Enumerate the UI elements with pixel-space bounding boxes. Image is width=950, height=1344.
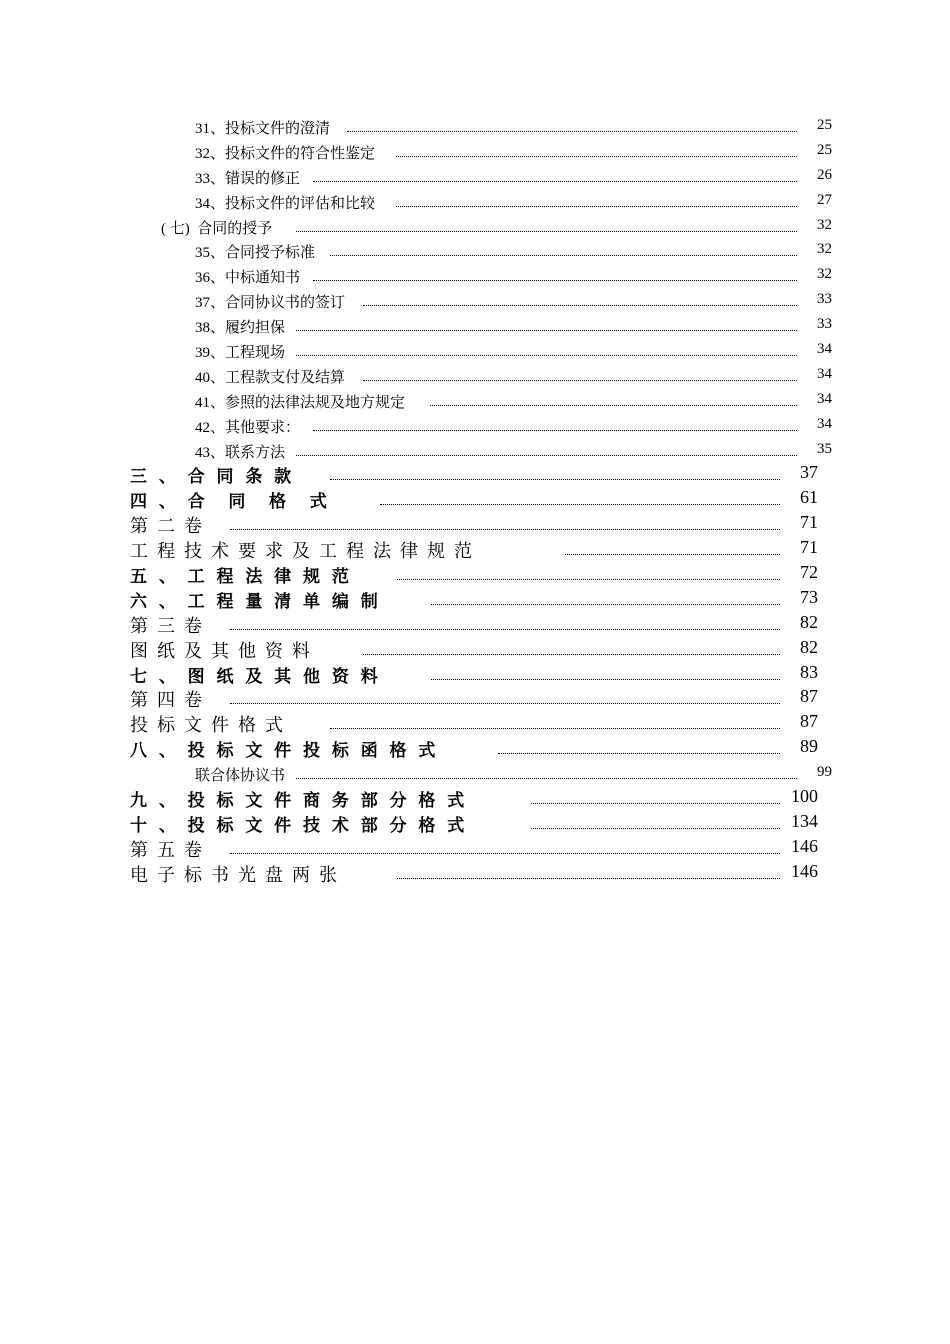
dot-leader — [296, 330, 797, 331]
toc-entry[interactable] — [0, 237, 950, 262]
toc-entry[interactable] — [0, 337, 950, 362]
toc-entry-page: 27 — [817, 191, 832, 208]
dot-leader — [396, 156, 797, 157]
toc-entry[interactable] — [0, 785, 950, 810]
toc-entry-title: 36、中标通知书 — [195, 270, 301, 287]
toc-entry-page: 32 — [817, 241, 832, 258]
dot-leader — [313, 280, 797, 281]
toc-entry[interactable] — [0, 810, 950, 835]
toc-entry[interactable] — [0, 138, 950, 163]
dot-leader — [397, 878, 780, 879]
toc-entry-title: 第 三 卷 — [130, 615, 202, 636]
toc-entry-title: 38、履约担保 — [195, 320, 286, 337]
toc-entry-page: 35 — [817, 440, 832, 457]
toc-entry-title: 37、合同协议书的签订 — [195, 295, 346, 312]
toc-entry-page: 37 — [800, 462, 818, 483]
toc-entry-title: 工 程 技 术 要 求 及 工 程 法 律 规 范 — [130, 541, 472, 562]
toc-entry[interactable] — [0, 213, 950, 238]
toc-entry-page: 73 — [800, 586, 818, 607]
toc-entry-title: 四 、 合 同 格 式 — [130, 492, 327, 513]
toc-entry[interactable] — [0, 113, 950, 138]
dot-leader — [531, 803, 780, 804]
dot-leader — [363, 654, 780, 655]
toc-entry-title: 31、投标文件的澄清 — [195, 121, 331, 137]
toc-entry-page: 26 — [817, 166, 832, 183]
dot-leader — [296, 355, 797, 356]
toc-entry-page: 32 — [817, 216, 832, 233]
toc-entry-title: 42、其他要求： — [195, 419, 301, 436]
toc-entry[interactable] — [0, 661, 950, 686]
toc-entry[interactable] — [0, 586, 950, 611]
toc-entry[interactable] — [0, 511, 950, 536]
toc-entry-page: 87 — [800, 686, 818, 707]
toc-entry-title: 第 二 卷 — [130, 516, 202, 537]
dot-leader — [363, 380, 797, 381]
toc-entry-page: 146 — [791, 860, 818, 881]
toc-entry-page: 33 — [817, 316, 832, 333]
toc-entry[interactable] — [0, 685, 950, 710]
toc-entry-page: 134 — [791, 810, 818, 831]
toc-entry-title: 32、投标文件的符合性鉴定 — [195, 145, 376, 162]
dot-leader — [396, 206, 797, 207]
dot-leader — [363, 305, 797, 306]
toc-entry-title: 第 五 卷 — [130, 839, 202, 860]
toc-entry[interactable] — [0, 536, 950, 561]
dot-leader — [347, 131, 797, 132]
toc-entry-page: 71 — [800, 537, 818, 558]
toc-entry[interactable] — [0, 561, 950, 586]
toc-entry[interactable] — [0, 710, 950, 735]
toc-entry[interactable] — [0, 437, 950, 462]
toc-entry-title: 联合体协议书 — [195, 768, 286, 785]
dot-leader — [531, 828, 780, 829]
toc-entry[interactable] — [0, 287, 950, 312]
toc-entry[interactable] — [0, 461, 950, 486]
toc-entry-title: 35、合同授予标准 — [195, 245, 316, 262]
toc-entry[interactable] — [0, 262, 950, 287]
toc-entry-page: 71 — [800, 512, 818, 533]
toc-entry[interactable] — [0, 860, 950, 885]
toc-entry-page: 25 — [817, 141, 832, 158]
toc-entry-page: 82 — [800, 636, 818, 657]
dot-leader — [330, 255, 797, 256]
dot-leader — [313, 181, 797, 182]
toc-entry[interactable] — [0, 188, 950, 213]
dot-leader — [313, 430, 797, 431]
dot-leader — [230, 703, 780, 704]
toc-entry-page: 61 — [800, 487, 818, 508]
dot-leader — [330, 728, 780, 729]
toc-entry[interactable] — [0, 163, 950, 188]
toc-entry-title: 图 纸 及 其 他 资 料 — [130, 640, 310, 661]
table-of-contents — [0, 113, 950, 885]
toc-entry-title: 三 、 合 同 条 款 — [130, 467, 292, 488]
toc-entry[interactable] — [0, 486, 950, 511]
toc-entry-title: 43、联系方法 — [195, 444, 286, 461]
dot-leader — [230, 853, 780, 854]
toc-entry-page: 87 — [800, 711, 818, 732]
toc-entry-title: 40、工程款支付及结算 — [195, 369, 346, 386]
toc-entry-title: 八 、 投 标 文 件 投 标 函 格 式 — [130, 741, 436, 762]
toc-entry[interactable] — [0, 412, 950, 437]
toc-entry-page: 25 — [817, 117, 832, 133]
dot-leader — [296, 455, 797, 456]
dot-leader — [380, 504, 780, 505]
toc-entry-page: 146 — [791, 835, 818, 856]
dot-leader — [296, 778, 797, 779]
dot-leader — [431, 604, 780, 605]
toc-entry-page: 99 — [817, 764, 832, 781]
dot-leader — [296, 231, 797, 232]
toc-entry-page: 34 — [817, 415, 832, 432]
toc-entry-page: 100 — [791, 786, 818, 807]
toc-entry-page: 34 — [817, 365, 832, 382]
dot-leader — [431, 679, 780, 680]
toc-entry[interactable] — [0, 611, 950, 636]
toc-entry-title: 七 、 图 纸 及 其 他 资 料 — [130, 666, 378, 687]
toc-entry-title: 第 四 卷 — [130, 690, 202, 711]
toc-entry-title: 33、错误的修正 — [195, 170, 301, 187]
dot-leader — [330, 479, 780, 480]
toc-entry-title: ( 七) 合同的授予 — [161, 220, 273, 237]
toc-entry-title: 41、参照的法律法规及地方规定 — [195, 394, 406, 411]
toc-entry[interactable] — [0, 387, 950, 412]
toc-entry-page: 82 — [800, 611, 818, 632]
dot-leader — [565, 554, 780, 555]
toc-entry[interactable] — [0, 362, 950, 387]
toc-entry-page: 83 — [800, 661, 818, 682]
toc-entry[interactable] — [0, 760, 950, 785]
dot-leader — [397, 579, 780, 580]
toc-entry-title: 五 、 工 程 法 律 规 范 — [130, 567, 349, 588]
toc-entry-title: 投 标 文 件 格 式 — [130, 715, 283, 736]
toc-entry[interactable] — [0, 636, 950, 661]
toc-entry-page: 33 — [817, 291, 832, 308]
toc-entry-page: 34 — [817, 341, 832, 358]
toc-entry[interactable] — [0, 735, 950, 760]
toc-entry-title: 六 、 工 程 量 清 单 编 制 — [130, 591, 378, 612]
dot-leader — [230, 529, 780, 530]
toc-entry-page: 89 — [800, 736, 818, 757]
toc-entry[interactable] — [0, 835, 950, 860]
toc-entry-title: 电 子 标 书 光 盘 两 张 — [130, 864, 337, 885]
toc-entry-title: 34、投标文件的评估和比较 — [195, 195, 376, 212]
toc-entry-title: 十 、 投 标 文 件 技 术 部 分 格 式 — [130, 815, 465, 836]
toc-entry-page: 72 — [800, 562, 818, 583]
dot-leader — [498, 753, 780, 754]
toc-entry-page: 34 — [817, 390, 832, 407]
toc-entry-title: 39、工程现场 — [195, 345, 286, 362]
dot-leader — [430, 405, 797, 406]
dot-leader — [230, 629, 780, 630]
toc-entry-title: 九 、 投 标 文 件 商 务 部 分 格 式 — [130, 791, 465, 812]
toc-entry[interactable] — [0, 312, 950, 337]
toc-entry-page: 32 — [817, 266, 832, 283]
